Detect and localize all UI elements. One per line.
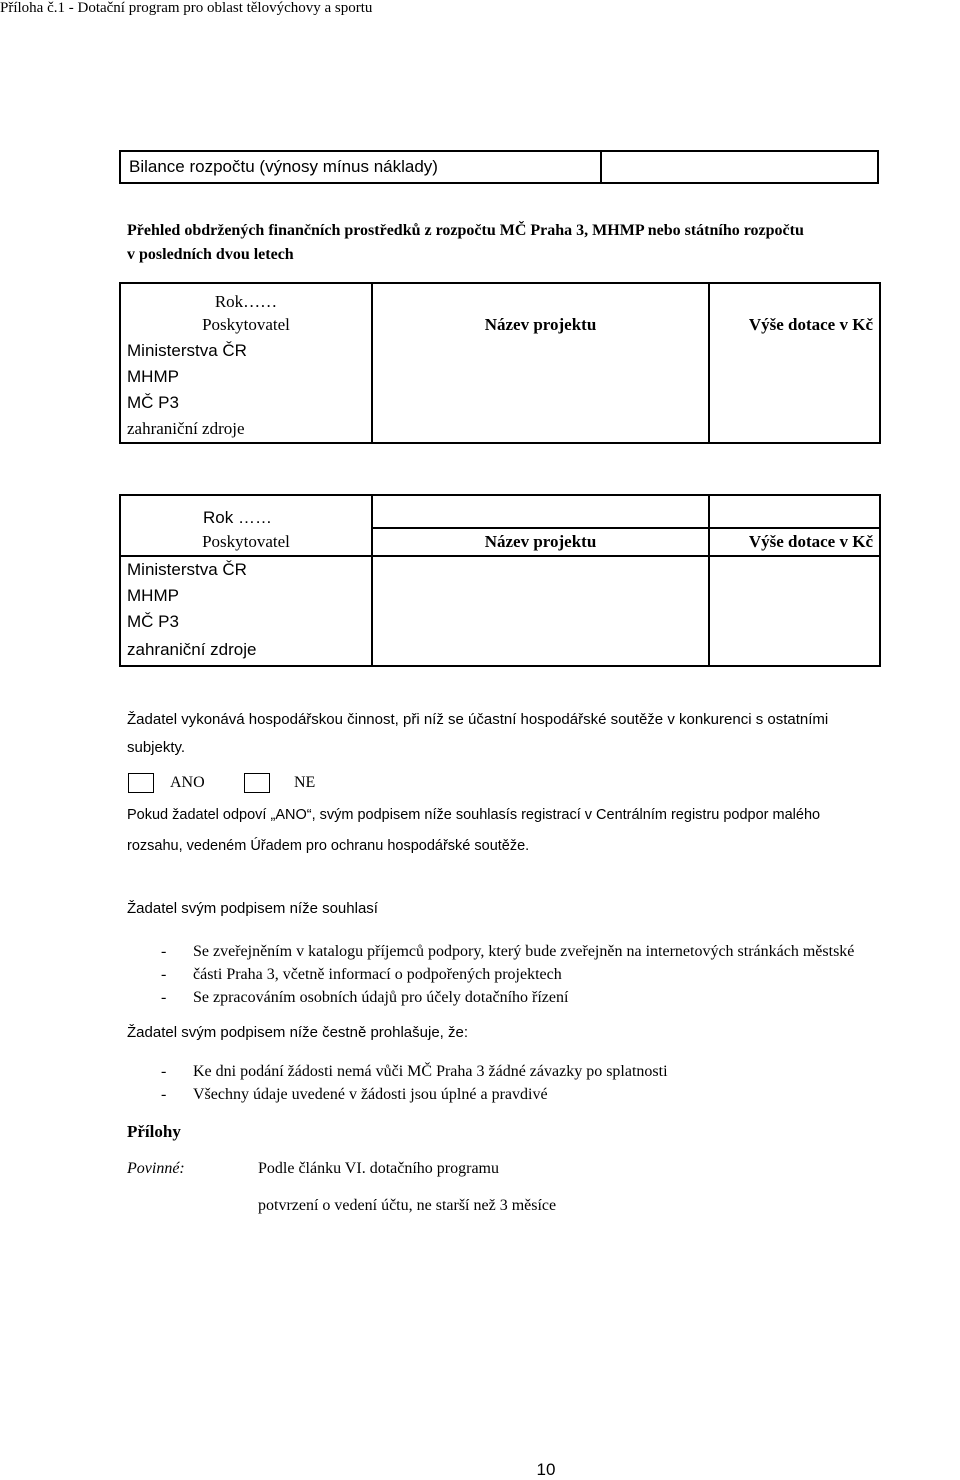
col-header-poskytovatel: Poskytovatel [120, 312, 372, 338]
rok-field[interactable] [372, 495, 709, 528]
col-header-nazev: Název projektu [372, 312, 709, 338]
ano-label: ANO [170, 774, 205, 791]
grant-table-2 [119, 494, 881, 667]
row-label-zahranicni: zahraniční zdroje [120, 416, 372, 443]
prilohy-title: Přílohy [127, 1122, 181, 1141]
povinne-label: Povinné: [127, 1160, 185, 1177]
document-header: Příloha č.1 - Dotační program pro oblast tělovýchovy a sportu [0, 0, 373, 16]
rok-label: Rok …… [120, 495, 372, 528]
col-header-vyse: Výše dotace v Kč [709, 312, 880, 338]
row-label-mhmp: MHMP [120, 583, 372, 609]
souhlas-title: Žadatel svým podpisem níže souhlasí [127, 900, 378, 917]
ne-label: NE [294, 774, 316, 791]
prohlaseni-title: Žadatel svým podpisem níže čestně prohlašuje, že: [127, 1024, 469, 1041]
page-number: 10 [536, 1460, 556, 1479]
checkbox-ne[interactable] [244, 773, 270, 793]
col-header-vyse: Výše dotace v Kč [709, 528, 880, 556]
rok-field[interactable] [372, 283, 709, 312]
priloha-line1: Podle článku VI. dotačního programu [258, 1160, 499, 1177]
bilance-label: Bilance rozpočtu (výnosy mínus náklady) [120, 151, 601, 183]
list-item: - Se zveřejněním v katalogu příjemců podpory, který bude zveřejněn na internetových stránkách městské [127, 940, 957, 963]
ano-ne-choice [128, 772, 315, 794]
hospodarska-statement [127, 706, 947, 762]
row-label-mcp3: MČ P3 [120, 609, 372, 635]
registr-line1: Pokud žadatel odpoví „ANO“, svým podpisem níže souhlasís registrací v Centrálním registru podpor malého [127, 807, 821, 823]
row-label-mhmp: MHMP [120, 364, 372, 390]
list-item: - Se zpracováním osobních údajů pro účely dotačního řízení [127, 986, 957, 1009]
registr-statement [127, 800, 947, 862]
bilance-value-field[interactable] [601, 151, 878, 183]
grant-table-1 [119, 282, 881, 444]
prohlaseni-list [127, 1060, 927, 1106]
col-header-nazev: Název projektu [372, 528, 709, 556]
hospodarska-line1: Žadatel vykonává hospodářskou činnost, při níž se účastní hospodářské soutěže v konkurenci s ostatními [127, 711, 829, 728]
bilance-table [119, 150, 879, 184]
prehled-title-line2: v posledních dvou letech [127, 246, 294, 263]
col-header-poskytovatel: Poskytovatel [120, 528, 372, 556]
list-item: - Všechny údaje uvedené v žádosti jsou úplné a pravdivé [127, 1083, 927, 1106]
row-label-ministerstva: Ministerstva ČR [120, 338, 372, 364]
list-item: - Ke dni podání žádosti nemá vůči MČ Praha 3 žádné závazky po splatnosti [127, 1060, 927, 1083]
souhlas-list [127, 940, 957, 1009]
hospodarska-line2: subjekty. [127, 739, 186, 756]
prehled-title [127, 219, 804, 267]
row-label-ministerstva: Ministerstva ČR [120, 556, 372, 583]
checkbox-ano[interactable] [128, 773, 154, 793]
prehled-title-line1: Přehled obdržených finančních prostředků z rozpočtu MČ Praha 3, MHMP nebo státního rozpočtu [127, 222, 804, 239]
priloha-line2: potvrzení o vedení účtu, ne starší než 3 měsíce [258, 1197, 557, 1214]
rok-label: Rok…… [120, 283, 372, 312]
row-label-zahranicni: zahraniční zdroje [120, 635, 372, 666]
registr-line2: rozsahu, vedeném Úřadem pro ochranu hospodářské soutěže. [127, 838, 530, 854]
row-label-mcp3: MČ P3 [120, 390, 372, 416]
list-item-continuation: - části Praha 3, včetně informací o podpořených projektech [127, 963, 957, 986]
